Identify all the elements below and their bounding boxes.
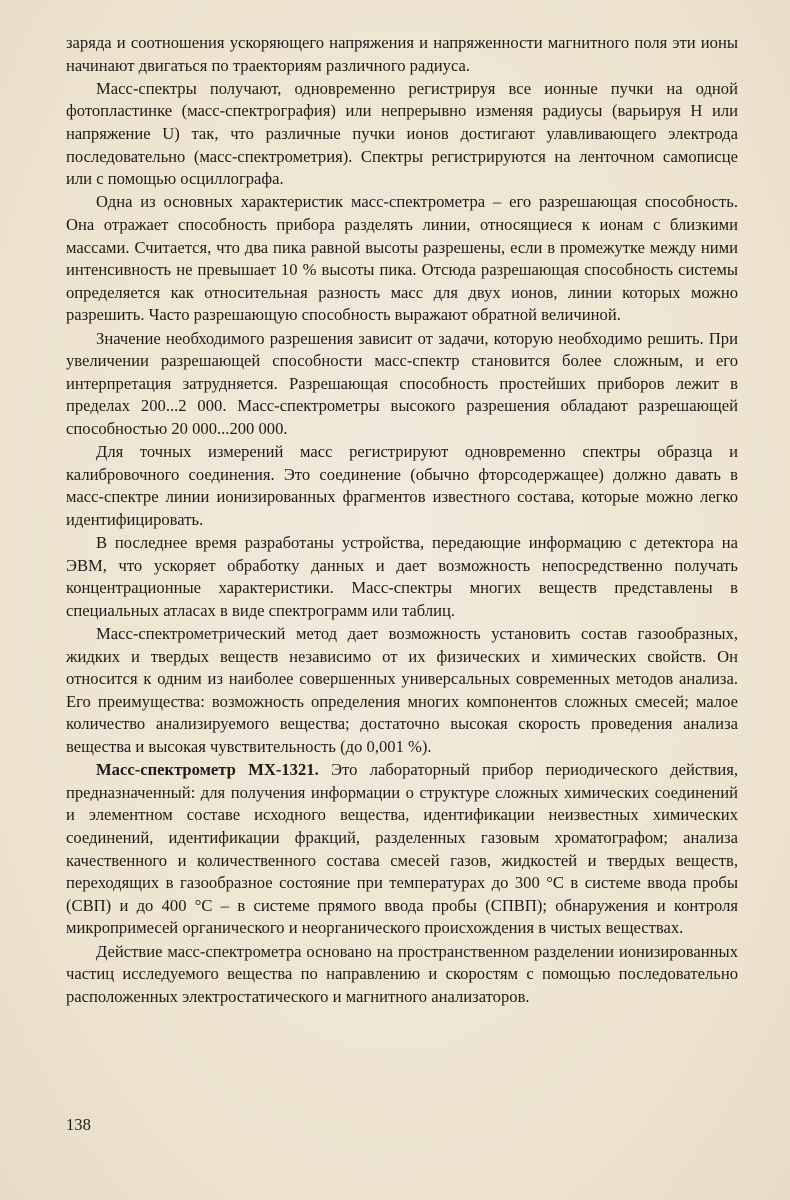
page-number: 138 [66,1115,91,1134]
body-text [66,32,738,1008]
paragraph-continuation: заряда и соотношения ускоряющего напряжения и напряженности магнитного поля эти ионы начинают двигаться по траекториям различного радиуса. [66,33,738,75]
paragraph-required-resolution: Значение необходимого разрешения зависит от задачи, которую необходимо решить. При увеличении разрешающей способности масс-спектр становится более сложным, и его интерпретация затрудняется. Разрешающая способность простейших приборов лежит в пределах 200...2 000. Масс-спектрометры высокого разрешения обладают разрешающей способностью 20 000...200 000. [66,328,738,438]
paragraph-precise-measurements: Для точных измерений масс регистрируют одновременно спектры образца и калибровочного соединения. Это соединение (обычно фторсодержащее) должно давать в масс-спектре линии ионизированных фрагментов известного состава, которые можно легко идентифицировать. [66,442,738,529]
paragraph-mass-spectra: Масс-спектры получают, одновременно регистрируя все ионные пучки на одной фотопластинке (масс-спектрография) или непрерывно изменяя радиусы (варьируя H или напряжение U) так, что различные пучки ионов достигают улавливающего электрода последовательно (масс-спектрометрия). Спектры регистрируются на ленточном самописце или с помощью осциллографа. [66,78,738,189]
instrument-heading: Масс-спектрометр МХ-1321. [96,760,319,780]
paragraph-resolution: Одна из основных характеристик масс-спектрометра – его разрешающая способность. Она отражает способность прибора разделять линии, относящиеся к ионам с близкими массами. Считается, что два пика равной высоты разрешены, если в промежутке между ними интенсивность не превышает 10 % высоты пика. Отсюда разрешающая способность системы определяется как относительная разность масс для двух ионов, линии которых можно разрешить. Часто разрешающую способность выражают обратной величиной. [66,192,738,325]
paragraph-instrument [66,759,738,940]
paragraph-method-advantages: Масс-спектрометрический метод дает возможность установить состав газообразных, жидких и твердых веществ независимо от их физических и химических свойств. Он относится к одним из наиболее совершенных универсальных современных методов анализа. Его преимущества: возможность определения многих компонентов сложных смесей; малое количество анализируемого вещества; достаточно высокая скорость проведения анализа вещества и высокая чувствительность (до 0,001 %). [66,624,738,756]
paragraph-operation-principle: Действие масс-спектрометра основано на пространственном разделении ионизированных частиц исследуемого вещества по направлению и скоростям с помощью последовательно расположенных электростатического и магнитного анализаторов. [66,941,738,1006]
instrument-description: Это лабораторный прибор периодического действия, предназначенный: для получения информации о структуре сложных химических соединений и элементном составе исходного вещества, идентификации неизвестных химических соединений, идентификации фракций, разделенных газовым хроматографом; анализа качественного и количественного состава смесей газов, жидкостей и твердых веществ, переходящих в газообразное состояние при температурах до 300 °С в системе ввода пробы (СВП) и до 400 °С – в системе прямого ввода пробы (СПВП); обнаружения и контроля микропримесей органического и неорганического происхождения в чистых веществах. [66,760,739,938]
paragraph-computer-devices: В последнее время разработаны устройства, передающие информацию с детектора на ЭВМ, что ускоряет обработку данных и дает возможность непосредственно получать концентрационные характеристики. Масс-спектры многих веществ представлены в специальных атласах в виде спектрограмм или таблиц. [66,533,738,620]
